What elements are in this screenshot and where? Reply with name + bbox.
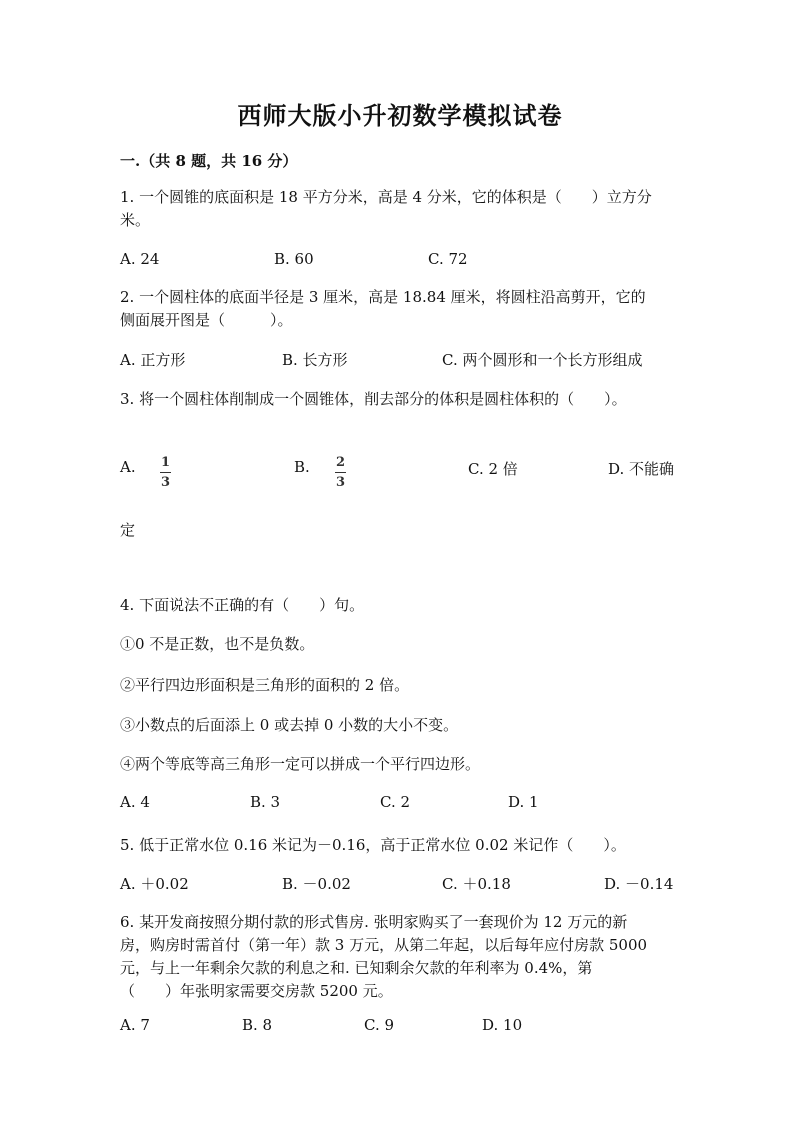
fraction-bar [160,472,171,473]
section-heading: 一.（共 8 题，共 16 分） [120,152,298,170]
q3-option-b: B. [294,458,310,476]
question-2 [120,286,690,332]
question-6-line-3: 元，与上一年剩余欠款的利息之和. 已知剩余欠款的年利率为 0.4%，第 [120,959,593,977]
q3-option-a-fraction [160,452,171,489]
q4-statement-2: ②平行四边形面积是三角形的面积的 2 倍。 [120,676,410,694]
question-1-text: 1. 一个圆锥的底面积是 18 平方分米，高是 4 分米，它的体积是（ ）立方分 [120,188,652,206]
question-6-line-4: （ ）年张明家需要交房款 5200 元。 [120,982,393,1000]
q2-option-b: B. 长方形 [282,351,348,369]
q2-option-a: A. 正方形 [120,351,186,369]
q3-option-d-wrap: 定 [120,521,136,539]
question-1 [120,186,690,232]
question-6 [120,911,690,1003]
q3-option-c: C. 2 倍 [468,460,518,478]
q5-option-b: B. －0.02 [282,875,351,893]
q1-option-a: A. 24 [120,250,160,268]
question-3 [120,388,690,411]
fraction-numerator: 2 [335,455,346,470]
q6-option-a: A. 7 [120,1016,150,1034]
question-6-line-1: 6. 某开发商按照分期付款的形式售房. 张明家购买了一套现价为 12 万元的新 [120,913,628,931]
q3-option-b-fraction [335,452,346,489]
question-2-text-cont: 侧面展开图是（ ）。 [120,311,293,329]
q6-option-d: D. 10 [482,1016,523,1034]
q4-statement-1: ①0 不是正数，也不是负数。 [120,635,315,653]
q6-option-b: B. 8 [242,1016,273,1034]
question-5 [120,834,690,857]
exam-title: 西师大版小升初数学模拟试卷 [237,101,563,130]
q5-option-d: D. －0.14 [604,875,674,893]
question-1-text-cont: 米。 [120,211,151,229]
q3-option-d: D. 不能确 [608,460,675,478]
q4-option-a: A. 4 [120,793,150,811]
fraction-denominator: 3 [335,475,346,490]
q4-statement-3: ③小数点的后面添上 0 或去掉 0 小数的大小不变。 [120,716,459,734]
q4-option-d: D. 1 [508,793,539,811]
question-4-text: 4. 下面说法不正确的有（ ）句。 [120,596,365,614]
q5-option-a: A. ＋0.02 [120,875,189,893]
question-4 [120,594,690,617]
q5-option-c: C. ＋0.18 [442,875,511,893]
question-6-line-2: 房，购房时需首付（第一年）款 3 万元，从第二年起，以后每年应付房款 5000 [120,936,648,954]
question-5-text: 5. 低于正常水位 0.16 米记为－0.16，高于正常水位 0.02 米记作（ ）。 [120,836,626,854]
question-2-text: 2. 一个圆柱体的底面半径是 3 厘米，高是 18.84 厘米，将圆柱沿高剪开，它的 [120,288,646,306]
fraction-denominator: 3 [160,475,171,490]
fraction-bar [335,472,346,473]
q1-option-c: C. 72 [428,250,468,268]
question-3-text: 3. 将一个圆柱体削制成一个圆锥体，削去部分的体积是圆柱体积的（ ）。 [120,390,627,408]
q4-option-b: B. 3 [250,793,281,811]
q1-option-b: B. 60 [274,250,314,268]
q6-option-c: C. 9 [364,1016,395,1034]
q4-option-c: C. 2 [380,793,411,811]
fraction-numerator: 1 [160,455,171,470]
q4-statement-4: ④两个等底等高三角形一定可以拼成一个平行四边形。 [120,755,481,773]
q3-option-a: A. [120,458,136,476]
q2-option-c: C. 两个圆形和一个长方形组成 [442,351,643,369]
